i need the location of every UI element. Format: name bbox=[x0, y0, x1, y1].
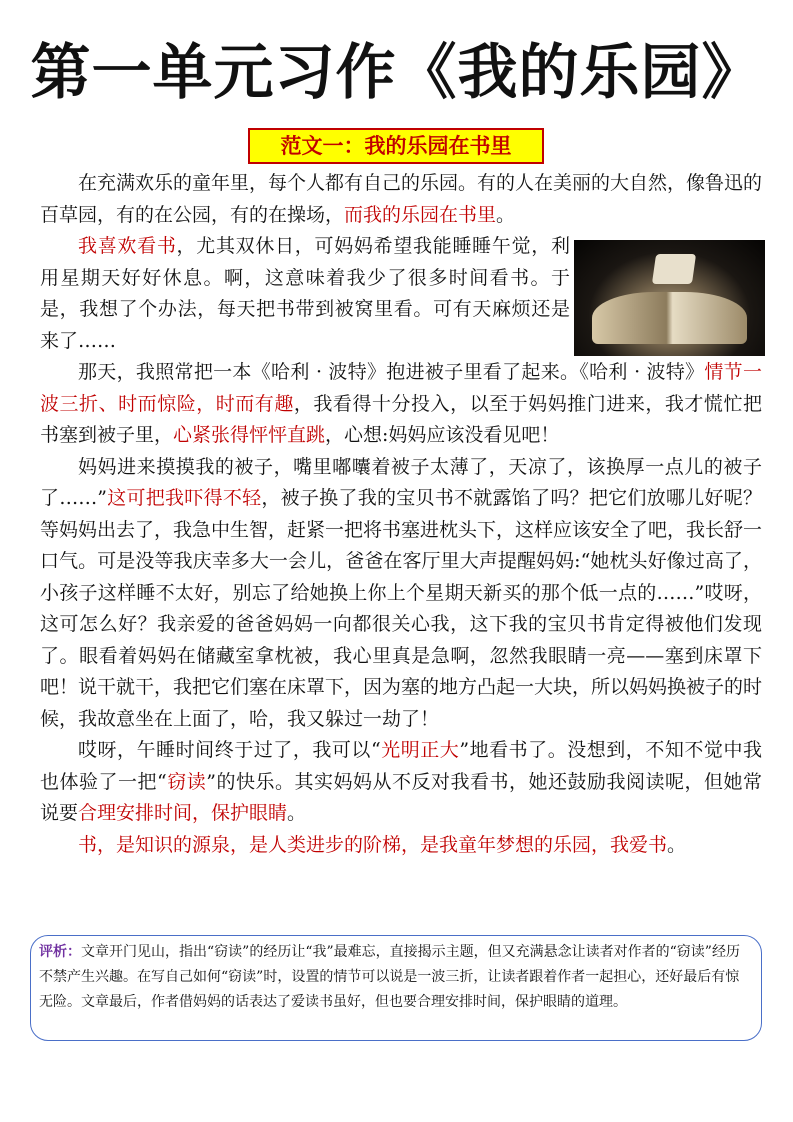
highlighted-text: 情节一波三折、时而惊险，时而有趣 bbox=[40, 361, 762, 415]
essay-paragraph bbox=[40, 357, 762, 452]
essay-paragraph bbox=[40, 231, 570, 357]
text-segment: 那天，我照常把一本《哈利 · 波特》抱进被子里看了起来。《哈利 · 波特》 bbox=[78, 361, 705, 383]
essay-paragraph bbox=[40, 168, 762, 231]
comment-label: 评析： bbox=[39, 944, 81, 960]
text-segment: 。 bbox=[287, 802, 307, 824]
highlighted-text: 书，是知识的源泉，是人类进步的阶梯，是我童年梦想的乐园，我爱书 bbox=[78, 833, 668, 856]
page-title: 第一单元习作《我的乐园》 bbox=[30, 38, 763, 108]
text-segment: 哎呀，午睡时间终于过了，我可以“ bbox=[78, 739, 381, 761]
book-sail-decoration bbox=[652, 254, 696, 284]
essay-paragraph bbox=[40, 452, 762, 736]
essay-paragraph bbox=[40, 830, 762, 862]
essay-paragraph bbox=[40, 735, 762, 830]
highlighted-text: 合理安排时间，保护眼睛 bbox=[78, 802, 288, 824]
highlighted-text: 我喜欢看书 bbox=[78, 235, 177, 257]
highlighted-text: 而我的乐园在书里 bbox=[344, 203, 497, 226]
text-segment: ，心想:妈妈应该没看见吧！ bbox=[325, 424, 560, 446]
pop-up-book-image bbox=[574, 240, 765, 356]
text-segment: 在充满欢乐的童年里，每个人都有自己的乐园。有的人在美丽的大自然，像鲁迅的百草园，有的在公园，有的在操场， bbox=[40, 172, 763, 226]
highlighted-text: 心紧张得怦怦直跳 bbox=[173, 424, 326, 446]
text-segment: ，尤其双休日，可妈妈希望我能睡睡午觉，利用星期天好好休息。啊，这意味着我少了很多时间看书。于是，我想了个办法，每天把书带到被窝里看。可有天麻烦还是来了…… bbox=[40, 235, 570, 352]
text-segment: ”的快乐。其实妈妈从不反对我看书，她还鼓励我阅读呢，但她常说要 bbox=[40, 770, 763, 824]
open-book-illustration bbox=[592, 292, 747, 344]
highlighted-text: 这可把我吓得不轻 bbox=[106, 487, 262, 509]
text-segment: ”地看书了。没想到，不知不觉中我也体验了一把“ bbox=[40, 739, 762, 793]
comment-text: 文章开门见山，指出“窃读”的经历让“我”最难忘，直接揭示主题，但又充满悬念让读者对作者的“窃读”经历不禁产生兴趣。在写自己如何“窃读”时，设置的情节可以说是一波三折，让读者跟着作者一起担心，还好最后有惊无险。文章最后，作者借妈妈的话表达了爱读书虽好，但也要合理安排时间，保护眼睛的道理。 bbox=[39, 944, 740, 1010]
text-segment: ，被子换了我的宝贝书不就露馅了吗？把它们放哪儿好呢？等妈妈出去了，我急中生智，赶紧一把将书塞进枕头下，这样应该安全了吧，我长舒一口气。可是没等我庆幸多大一会儿，爸爸在客厅里大声提醒妈妈:“她枕头好像过高了，小孩子这样睡不太好，别忘了给她换上你上个星期天新买的那个低一点的……”哎呀，这可怎么好？我亲爱的爸爸妈妈一向都很关心我，这下我的宝贝书肯定得被他们发现了。眼看着妈妈在储藏室拿枕被，我心里真是急啊，忽然我眼睛一亮——塞到床罩下吧！说干就干，我把它们塞在床罩下，因为塞的地方凸起一大块，所以妈妈换被子的时候，我故意坐在上面了，哈，我又躲过一劫了！ bbox=[40, 487, 763, 730]
text-segment: 。 bbox=[496, 203, 516, 226]
highlighted-text: 窃读 bbox=[166, 770, 207, 793]
text-segment: 妈妈进来摸摸我的被子，嘴里嘟囔着被子太薄了，天凉了，该换厚一点儿的被子了……” bbox=[40, 455, 762, 509]
subtitle: 范文一：我的乐园在书里 bbox=[248, 128, 544, 164]
text-segment: 。 bbox=[667, 833, 687, 856]
highlighted-text: 光明正大 bbox=[380, 739, 460, 761]
comment-box bbox=[30, 935, 762, 1041]
text-segment: ，我看得十分投入，以至于妈妈推门进来，我才慌忙把书塞到被子里， bbox=[40, 392, 762, 446]
